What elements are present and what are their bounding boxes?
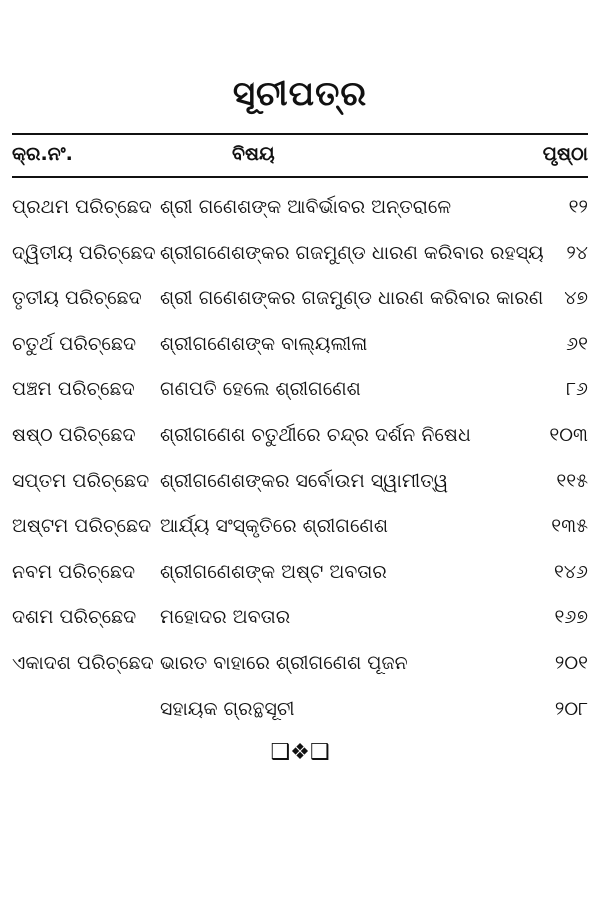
table-row (0, 462, 600, 508)
table-row (0, 325, 600, 371)
chapter-subject: ଶ୍ରୀଗଣେଶ ଚତୁର୍ଥୀରେ ଚନ୍ଦ୍ର ଦର୍ଶନ ନିଷେଧ (160, 423, 471, 446)
chapter-label: ପ୍ରଥମ ପରିଚ୍ଛେଦ (12, 196, 152, 218)
page-number: ୧୬୭ (554, 606, 588, 629)
table-row (0, 644, 600, 690)
table-row (0, 416, 600, 462)
header-subject: ବିଷୟ (232, 143, 275, 165)
chapter-label: ତୃତୀୟ ପରିଚ୍ଛେଦ (12, 287, 142, 310)
chapter-label: ପଞ୍ଚମ ପରିଚ୍ଛେଦ (12, 378, 135, 401)
chapter-subject: ଶ୍ରୀ ଗଣେଶଙ୍କ ଆବିର୍ଭାବର ଅନ୍ତରାଳେ (160, 196, 452, 218)
bibliography-entry: ସହାୟକ ଗ୍ରନ୍ଥସୂଚୀ (160, 697, 295, 720)
table-header (0, 141, 600, 171)
header-top-rule (12, 133, 588, 135)
chapter-label: ସପ୍ତମ ପରିଚ୍ଛେଦ (12, 469, 150, 492)
chapter-label: ଦଶମ ପରିଚ୍ଛେଦ (12, 606, 137, 629)
table-row (0, 690, 600, 736)
header-number: କ୍ର.ନଂ. (12, 143, 73, 165)
page-number: ୪୭ (564, 287, 588, 310)
table-row (0, 188, 600, 234)
chapter-subject: ଗଣପତି ହେଲେ ଶ୍ରୀଗଣେଶ (160, 378, 361, 401)
chapter-label: ଦ୍ୱିତୀୟ ପରିଚ୍ଛେଦ (12, 241, 156, 264)
table-row (0, 279, 600, 325)
table-row (0, 507, 600, 553)
page-number: ୧୪୬ (553, 560, 588, 583)
chapter-subject: ଶ୍ରୀଗଣେଶଙ୍କର ସର୍ବୋଉମ ସ୍ୱାମୀତ୍ୱ (160, 469, 449, 492)
chapter-label: ନବମ ପରିଚ୍ଛେଦ (12, 560, 136, 583)
table-row (0, 234, 600, 280)
chapter-subject: ଶ୍ରୀ ଗଣେଶଙ୍କର ଗଜମୁଣ୍ଡ ଧାରଣ କରିବାର କାରଣ (160, 287, 544, 310)
table-row (0, 598, 600, 644)
table-row (0, 553, 600, 599)
page-title: ସୂଚୀପତ୍ର (232, 74, 368, 114)
contents-table (0, 188, 600, 735)
header-page: ପୃଷ୍ଠା (542, 143, 588, 165)
page-number: ୧୨ (568, 196, 588, 218)
page-number: ୧୧୫ (556, 469, 588, 492)
page-number: ୧୩୫ (551, 515, 588, 538)
page-number: ୧୦୩ (549, 423, 588, 446)
page-number: ୨୦୧ (554, 651, 588, 674)
page-number: ୮୬ (566, 378, 588, 401)
header-bottom-rule (12, 176, 588, 178)
chapter-subject: ଶ୍ରୀଗଣେଶଙ୍କର ଗଜମୁଣ୍ଡ ଧାରଣ କରିବାର ରହସ୍ୟ (160, 241, 544, 264)
chapter-subject: ଶ୍ରୀଗଣେଶଙ୍କ ଅଷ୍ଟ ଅବତାର (160, 560, 387, 583)
page-number: ୬୧ (566, 332, 588, 355)
chapter-label: ଚତୁର୍ଥ ପରିଚ୍ଛେଦ (12, 332, 137, 355)
chapter-subject: ମହୋଦର ଅବତାର (160, 606, 291, 629)
end-ornament: ❑❖❑ (270, 740, 330, 765)
table-row (0, 370, 600, 416)
chapter-label: ଅଷ୍ଟମ ପରିଚ୍ଛେଦ (12, 515, 152, 538)
chapter-subject: ଶ୍ରୀଗଣେଶଙ୍କ ବାଲ୍ୟଲୀଳା (160, 332, 368, 355)
chapter-subject: ଆର୍ଯ୍ୟ ସଂସ୍କୃତିରେ ଶ୍ରୀଗଣେଶ (160, 515, 388, 538)
page-number: ୨୦୮ (554, 697, 588, 720)
chapter-subject: ଭାରତ ବାହାରେ ଶ୍ରୀଗଣେଶ ପୂଜନ (160, 651, 408, 674)
chapter-label: ଏକାଦଶ ପରିଚ୍ଛେଦ (12, 651, 154, 674)
chapter-label: ଷଷ୍ଠ ପରିଚ୍ଛେଦ (12, 423, 136, 446)
page-number: ୨୪ (566, 241, 588, 264)
